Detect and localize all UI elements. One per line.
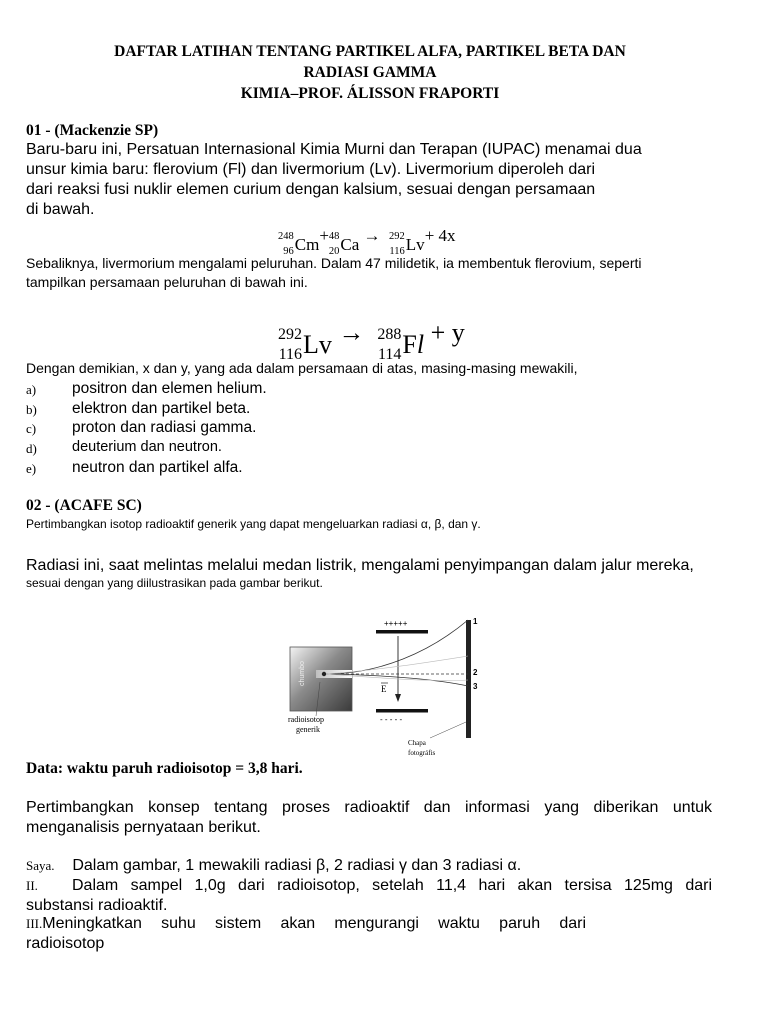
- photographic-plate-label: fotográfis: [408, 749, 436, 757]
- statement-text: Dalam sampel 1,0g dari radioisotop, setelah 11,4 hari akan tersisa 125mg dari: [72, 877, 712, 894]
- consider-text-line: menganalisis pernyataan berikut.: [26, 819, 261, 836]
- film-pointer-line: [430, 722, 466, 738]
- flerovium-mass-number: 288: [377, 326, 402, 343]
- radioactive-source: [322, 672, 326, 676]
- statement-text: Dalam gambar, 1 mewakili radiasi β, 2 radiasi γ dan 3 radiasi α.: [72, 857, 522, 874]
- option-text: neutron dan partikel alfa.: [72, 459, 243, 476]
- statement-label: II.: [26, 878, 38, 893]
- equation-product-tail: + 4x: [424, 226, 456, 245]
- positive-plate: [376, 630, 428, 634]
- statement-text: Meningkatkan suhu sistem akan mengurangi waktu paruh dari: [42, 915, 586, 932]
- livermorium-symbol: Lv: [405, 234, 425, 254]
- source-label: radioisotop: [288, 715, 324, 724]
- positive-plate-label: +++++: [384, 619, 408, 628]
- photographic-plate-label: Chapa: [408, 739, 426, 747]
- statement-label: III.: [26, 916, 43, 931]
- livermorium-nuclide: [278, 326, 332, 363]
- livermorium-nuclide: [389, 231, 425, 257]
- option-text: positron dan elemen helium.: [72, 380, 267, 397]
- question-1-intro-line: dari reaksi fusi nuklir elemen curium dengan kalsium, sesuai dengan persamaan: [26, 181, 596, 198]
- flerovium-symbol-l: l: [416, 330, 425, 359]
- lead-block-label: chumbo: [299, 661, 306, 686]
- question-2-text-line: Radiasi ini, saat melintas melalui medan listrik, mengalami penyimpangan dalam jalur mereka,: [26, 557, 694, 574]
- reaction-arrow: →: [363, 226, 381, 245]
- statement-2: [26, 876, 712, 916]
- statement-label: Saya.: [26, 858, 55, 873]
- flerovium-nuclide: [377, 326, 425, 363]
- flerovium-symbol-F: F: [402, 330, 417, 359]
- calcium-mass-number: 48: [328, 231, 340, 242]
- livermorium-atomic-number: 116: [278, 346, 302, 363]
- statement-1: [26, 856, 726, 876]
- question-1-prompt: Dengan demikian, x dan y, yang ada dalam persamaan di atas, masing-masing mewakili,: [26, 360, 578, 376]
- beam-number-3: 3: [473, 682, 478, 691]
- option-label: a): [26, 382, 37, 397]
- lead-block: [290, 647, 352, 711]
- statement-text-continued: radioisotop: [26, 935, 105, 952]
- photographic-plate: [466, 620, 471, 738]
- option-label: e): [26, 461, 37, 476]
- question-1-heading: 01 - (Mackenzie SP): [26, 122, 159, 139]
- question-1-intro-line: Baru-baru ini, Persatuan Internasional Kimia Murni dan Terapan (IUPAC) menamai dua: [26, 141, 642, 158]
- livermorium-atomic-number: 116: [389, 245, 405, 257]
- calcium-nuclide: [328, 231, 360, 257]
- livermorium-mass-number: 292: [389, 231, 405, 242]
- electric-field-label: E: [381, 684, 387, 694]
- question-2-text-line: sesuai dengan yang diilustrasikan pada gambar berikut.: [26, 576, 323, 590]
- option-text: deuterium dan neutron.: [72, 439, 222, 455]
- curium-atomic-number: 96: [283, 245, 294, 257]
- curium-nuclide: [278, 231, 320, 257]
- livermorium-symbol: Lv: [303, 330, 332, 359]
- reaction-arrow: →: [338, 318, 365, 347]
- document-title-line-3: KIMIA–PROF. ÁLISSON FRAPORTI: [240, 85, 500, 102]
- document-title-line-2: RADIASI GAMMA: [303, 64, 437, 81]
- question-2-heading: 02 - (ACAFE SC): [26, 497, 142, 514]
- livermorium-mass-number: 292: [278, 326, 302, 343]
- beam-number-2: 2: [473, 668, 478, 677]
- electric-field-arrowhead: [395, 694, 401, 702]
- curium-mass-number: 248: [278, 231, 294, 242]
- consider-text-line: Pertimbangkan konsep tentang proses radioaktif dan informasi yang diberikan untuk: [26, 799, 712, 816]
- equation-product-tail: + y: [430, 318, 465, 347]
- decay-equation: [278, 318, 465, 361]
- source-label: generik: [296, 725, 320, 734]
- option-label: d): [26, 441, 37, 456]
- option-text: proton dan radiasi gamma.: [72, 419, 257, 436]
- question-1-intro-line: unsur kimia baru: flerovium (Fl) dan livermorium (Lv). Livermorium diperoleh dari: [26, 161, 596, 178]
- beam-number-1: 1: [473, 617, 478, 626]
- plus-sign: +: [319, 226, 329, 245]
- question-2-intro: Pertimbangkan isotop radioaktif generik yang dapat mengeluarkan radiasi α, β, dan γ.: [26, 517, 481, 531]
- calcium-symbol: Ca: [340, 234, 360, 254]
- negative-plate-label: - - - - -: [380, 715, 403, 724]
- option-label: b): [26, 402, 37, 417]
- decay-text-line: Sebaliknya, livermorium mengalami peluruhan. Dalam 47 milidetik, ia membentuk flerovium, seperti: [26, 255, 642, 271]
- option-label: c): [26, 421, 37, 436]
- curium-symbol: Cm: [294, 234, 320, 254]
- negative-plate: [376, 709, 428, 713]
- statement-text-continued: substansi radioaktif.: [26, 897, 168, 914]
- statement-3: [26, 914, 586, 954]
- data-half-life: Data: waktu paruh radioisotop = 3,8 hari.: [26, 760, 303, 777]
- calcium-atomic-number: 20: [328, 245, 340, 257]
- radiation-deflection-figure: [280, 612, 500, 762]
- fusion-equation: [278, 226, 456, 255]
- question-1-intro-line: di bawah.: [26, 201, 95, 218]
- flerovium-atomic-number: 114: [377, 346, 402, 363]
- decay-text-line: tampilkan persamaan peluruhan di bawah ini.: [26, 274, 308, 290]
- document-title-line-1: DAFTAR LATIHAN TENTANG PARTIKEL ALFA, PARTIKEL BETA DAN: [114, 43, 626, 60]
- option-text: elektron dan partikel beta.: [72, 400, 251, 417]
